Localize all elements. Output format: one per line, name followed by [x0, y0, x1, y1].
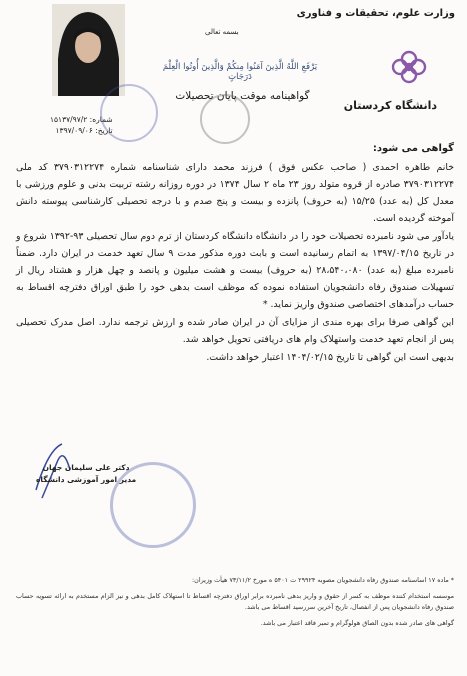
seal-stamp-top	[100, 84, 158, 142]
besmele-text: بسمه تعالی	[205, 28, 239, 36]
document-date: تاریخ: ۱۳۹۷/۰۹/۰۶	[55, 126, 113, 135]
intro-line: گواهی می شود:	[372, 143, 454, 154]
footnote-hologram: گواهی های صادر شده بدون الصاق هولوگرام و تمبر فاقد اعتبار می باشد.	[260, 619, 454, 627]
university-logo	[373, 46, 445, 92]
paragraph-validity-note: این گواهی صرفا برای بهره مندی از مزایای آن در ایران صادر شده و ارزش ترجمه ندارد. اصل مدرک تحصیلی پس از انجام تعهد خدمت واستهلاک وام های دریافتی تحویل خواهد شد.	[16, 317, 454, 345]
document-title: گواهینامه موقت پایان تحصیلات	[175, 90, 310, 102]
document-number: شماره: ۱۵۱۳۷/۹۷/۲	[50, 115, 113, 124]
ministry-heading: وزارت علوم، تحقیقات و فناوری	[296, 8, 455, 19]
certificate-body	[16, 140, 454, 367]
paragraph-study-info: یادآور می شود نامبرده تحصیلات خود را در دانشگاه دانشگاه کردستان از ترم دوم سال تحصیلی ۹۳-۱۳۹۲ شروع و در تاریخ ۱۳۹۷/۰۴/۱۵ به اتمام رسانیده است و بابت دوره مذکور مدت ۹ سال تعهد خدمت در ایران دارد. ضمناً نامبرده مبلغ (به عدد) ۲۸،۵۴۰،۰۸۰ (به حروف) بیست و هشت میلیون و پانصد و چهل هزار و هشتاد ریال از تسهیلات صندوق رفاه دانشجویان استفاده نموده که موظف است بدهی خود را طبق اوراق دفترچه اقساط به حساب درآمدهای اختصاصی صندوق واریز نماید. *	[16, 231, 455, 310]
signature-block	[36, 462, 136, 486]
signer-name: دکتر علی سلیمان جهان	[42, 463, 130, 472]
footnotes	[16, 575, 454, 634]
footnote-law: * ماده ۱۷ اساسنامه صندوق رفاه دانشجویان مصوبه ۲۹۹۲۴ ت ۵۴۰۱ ه مورخ ۷۳/۱۱/۲ هیأت وزیران:	[192, 576, 454, 584]
paragraph-student-info: خانم طاهره احمدی ( صاحب عکس فوق ) فرزند محمد دارای شناسنامه شماره ۳۷۹۰۳۱۲۲۷۴ کد ملی ۳۷۹۰۳۱۲۲۷۴ صادره از قروه متولد روز ۲۳ ماه ۲ سال ۱۳۷۴ در دوره روزانه رشته تربیت بدنی و علوم ورزشی با معدل کل (به عدد) ۱۵/۲۵ (به حروف) پانزده و بیست و پنج صدم و با درجه تحصیلی کارشناسی پیوسته دانش آموخته گردیده است.	[16, 162, 455, 224]
student-photo	[52, 4, 125, 96]
footnote-employer: موسسه استخدام کننده موظف به کسر از حقوق و واریز بدهی نامبرده برابر اوراق دفترچه اقساط تا استهلاک کامل بدهی و نیز الزام مستخدم به ارائه تسویه حساب صندوق رفاه دانشجویان پس از انفصال، تاریخ آخرین سررسید اقساط می باشد.	[16, 592, 454, 611]
paragraph-expiry: بدیهی است این گواهی تا تاریخ ۱۴۰۴/۰۲/۱۵ اعتبار خواهد داشت.	[206, 352, 454, 363]
university-name: دانشگاه کردستان	[343, 99, 437, 112]
signer-role: مدیر امور آموزشی دانشگاه	[36, 475, 137, 484]
quran-verse: یَرْفَعِ اللَّهُ الَّذِینَ آمَنُوا مِنکُمْ وَالَّذِینَ أُوتُوا الْعِلْمَ دَرَجَاتٍ	[162, 62, 318, 82]
hologram-stamp	[200, 94, 250, 144]
